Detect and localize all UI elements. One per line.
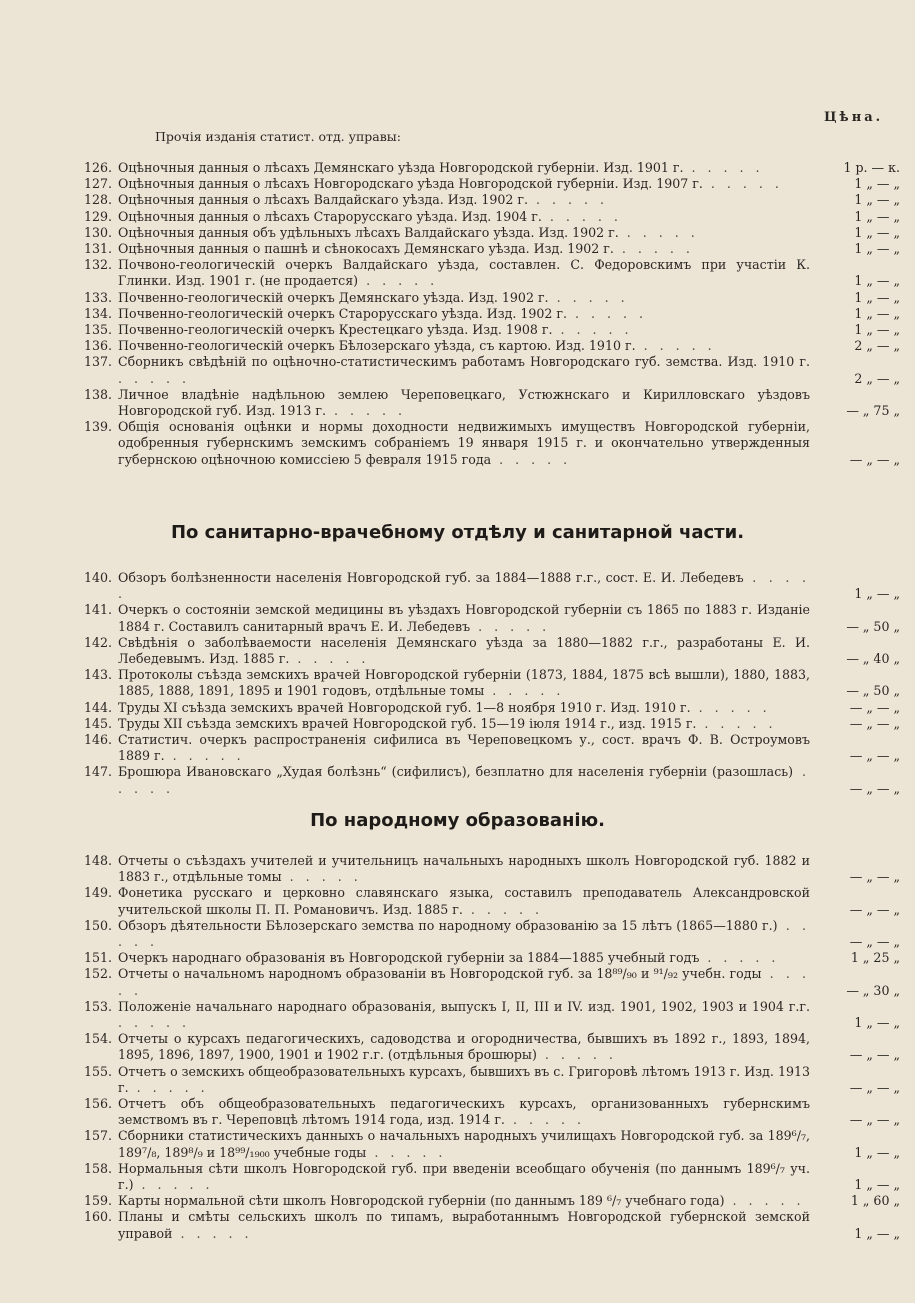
- entry-price: 2 „ — „: [854, 370, 900, 386]
- entry-title: [118, 950, 810, 966]
- leader-dots: . . . . .: [118, 1015, 191, 1031]
- publication-entry: [70, 419, 900, 468]
- entry-title: [118, 225, 810, 241]
- entry-price: 1 „ — „: [854, 1177, 900, 1193]
- entry-text: Статистич. очеркъ распространенія сифилиса въ Череповецкомъ у., сост. врачъ Ф. В. Остроумовъ 1889 г.: [118, 732, 810, 764]
- entry-number: 127.: [83, 176, 112, 192]
- entry-number: 143.: [83, 667, 112, 683]
- entry-price: 1 „ 25 „: [850, 950, 900, 966]
- entry-title: [118, 1031, 810, 1063]
- entry-price: — „ — „: [849, 780, 900, 796]
- entry-text: Обзоръ дѣятельности Бѣлозерскаго земства по народному образованію за 15 лѣтъ (1865—1880 г.): [118, 917, 778, 933]
- entry-number: 146.: [83, 732, 112, 748]
- entry-number: 134.: [83, 305, 112, 321]
- price-column-header: Цѣна.: [824, 110, 884, 125]
- publication-entry: [70, 950, 900, 966]
- entry-number: 153.: [83, 998, 112, 1014]
- entry-title: [118, 322, 810, 338]
- entry-price: 1 „ — „: [854, 208, 900, 224]
- entry-title: [118, 1096, 810, 1128]
- publication-entry: [70, 1064, 900, 1096]
- entry-price: 1 р. — к.: [843, 160, 900, 175]
- entry-number: 131.: [83, 241, 112, 257]
- leader-dots: . . . . .: [618, 224, 699, 240]
- entry-text: Оцѣночныя данныя о лѣсахъ Старорусскаго уѣзда. Изд. 1904 г.: [118, 208, 542, 224]
- publication-entry: [70, 354, 900, 386]
- publication-entry: [70, 999, 900, 1031]
- entry-text: Оцѣночныя данныя о лѣсахъ Валдайскаго уѣзда. Изд. 1902 г.: [118, 192, 529, 208]
- entry-number: 147.: [83, 764, 112, 780]
- leader-dots: . . . . .: [133, 1177, 214, 1193]
- entry-title: [118, 885, 810, 917]
- entry-text: Почвенно-геологическій очеркъ Крестецкаго уѣзда. Изд. 1908 г.: [118, 322, 553, 338]
- entry-price: 1 „ — „: [854, 176, 900, 192]
- publication-entry: [70, 732, 900, 764]
- publication-entry: [70, 853, 900, 885]
- statistical-publications-list: [70, 160, 900, 468]
- leader-dots: . . . . .: [289, 651, 370, 667]
- entry-title: [118, 700, 810, 716]
- entry-price: 1 „ — „: [854, 1225, 900, 1241]
- entry-price: — „ — „: [849, 1079, 900, 1095]
- publication-entry: [70, 1209, 900, 1241]
- entry-price: — „ 50 „: [846, 683, 900, 699]
- entry-text: Оцѣночныя данныя о лѣсахъ Демянскаго уѣзда Новгородской губерніи. Изд. 1901 г.: [118, 160, 684, 175]
- entry-title: [118, 570, 810, 602]
- entry-number: 138.: [83, 386, 112, 402]
- entry-price: 1 „ — „: [854, 192, 900, 208]
- entry-title: [118, 387, 810, 419]
- leader-dots: . . . . .: [358, 273, 439, 289]
- section-subtitle: Прочія изданія статист. отд. управы:: [155, 129, 401, 144]
- leader-dots: . . . . .: [128, 1079, 209, 1095]
- entry-title: [118, 338, 810, 354]
- publication-entry: [70, 306, 900, 322]
- leader-dots: . . . . .: [548, 289, 629, 305]
- leader-dots: . . . . .: [491, 451, 572, 467]
- publication-entry: [70, 700, 900, 716]
- publication-entry: [70, 176, 900, 192]
- entry-title: [118, 1209, 810, 1241]
- entry-price: — „ — „: [849, 934, 900, 950]
- leader-dots: . . . . .: [118, 764, 810, 796]
- entry-number: 141.: [83, 602, 112, 618]
- entry-price: — „ 50 „: [846, 618, 900, 634]
- entry-number: 156.: [83, 1096, 112, 1112]
- entry-number: 157.: [83, 1128, 112, 1144]
- entry-number: 140.: [83, 570, 112, 585]
- entry-text: Фонетика русскаго и церковно славянскаго языка, составилъ преподаватель Александровской учительской школы П. П. Романовичъ. Изд. 1885 г.: [118, 885, 810, 917]
- publication-entry: [70, 387, 900, 419]
- entry-number: 149.: [83, 885, 112, 901]
- leader-dots: . . . . .: [702, 176, 783, 192]
- entry-text: Очеркъ о состояніи земской медицины въ уѣздахъ Новгородской губерніи съ 1865 по 1883 г. Изданіе 1884 г. Составилъ санитарный врачъ Е. И. Лебедевъ: [118, 602, 810, 634]
- entry-text: Очеркъ народнаго образованія въ Новгородской губерніи за 1884—1885 учебный годъ: [118, 950, 700, 966]
- publication-entry: [70, 667, 900, 699]
- leader-dots: . . . . .: [690, 699, 771, 715]
- entry-title: [118, 1193, 810, 1209]
- entry-price: 1 „ — „: [854, 586, 900, 602]
- leader-dots: . . . . .: [484, 683, 565, 699]
- entry-title: [118, 853, 810, 885]
- entry-number: 142.: [83, 634, 112, 650]
- entry-number: 130.: [83, 224, 112, 240]
- entry-title: [118, 1161, 810, 1193]
- leader-dots: . . . . .: [281, 869, 362, 885]
- entry-price: 1 „ — „: [854, 289, 900, 305]
- entry-title: [118, 306, 810, 322]
- entry-text: Почвенно-геологическій очеркъ Старорусскаго уѣзда. Изд. 1902 г.: [118, 305, 568, 321]
- entry-title: [118, 732, 810, 764]
- leader-dots: . . . . .: [567, 305, 648, 321]
- entry-text: Личное владѣніе надѣльною землею Череповецкаго, Устюжнскаго и Кирилловскаго уѣздовъ Новгородской губ. Изд. 1913 г.: [118, 386, 810, 419]
- entry-text: Отчетъ объ общеобразовательныхъ педагогическихъ курсахъ, организованныхъ губернскимъ земствомъ въ г. Череповцѣ лѣтомъ 1914 года, изд. 1914 г.: [118, 1096, 810, 1128]
- publication-entry: [70, 209, 900, 225]
- entry-text: Почвенно-геологическій очеркъ Бѣлозерскаго уѣзда, съ картою. Изд. 1910 г.: [118, 338, 636, 354]
- leader-dots: . . . . .: [118, 966, 810, 998]
- publication-entry: [70, 160, 900, 176]
- publication-entry: [70, 1096, 900, 1128]
- entry-number: 152.: [83, 966, 112, 982]
- entry-price: — „ — „: [849, 451, 900, 467]
- entry-text: Протоколы съѣзда земскихъ врачей Новгородской губерніи (1873, 1884, 1875 всѣ вышли), 1880, 1883, 1885, 1888, 1891, 1895 и 1901 годовъ, отдѣльные томы: [118, 667, 810, 699]
- entry-title: [118, 667, 810, 699]
- entry-price: — „ 30 „: [846, 982, 900, 998]
- leader-dots: . . . . .: [118, 570, 810, 602]
- entry-title: [118, 635, 810, 667]
- leader-dots: . . . . .: [118, 917, 810, 950]
- publication-entry: [70, 716, 900, 732]
- entry-number: 150.: [83, 917, 112, 933]
- entry-number: 132.: [83, 257, 112, 273]
- leader-dots: . . . . .: [552, 322, 633, 338]
- entry-price: — „ 75 „: [846, 403, 900, 419]
- entry-title: [118, 290, 810, 306]
- publication-entry: [70, 257, 900, 289]
- publication-entry: [70, 338, 900, 354]
- entry-title: [118, 160, 810, 176]
- entry-price: — „ 40 „: [846, 651, 900, 667]
- entry-number: 144.: [83, 699, 112, 715]
- entry-price: 1 „ — „: [854, 224, 900, 240]
- sanitary-publications-list: [70, 570, 900, 797]
- leader-dots: . . . . .: [504, 1112, 585, 1128]
- publication-entry: [70, 1128, 900, 1160]
- entry-title: [118, 209, 810, 225]
- entry-title: [118, 764, 810, 796]
- entry-title: [118, 716, 810, 732]
- entry-text: Отчеты о съѣздахъ учителей и учительницъ начальныхъ народныхъ школъ Новгородской губ. 1882 и 1883 г., отдѣльные томы: [118, 853, 810, 885]
- entry-number: 135.: [83, 322, 112, 338]
- entry-title: [118, 999, 810, 1031]
- sanitary-section-title: По санитарно-врачебному отдѣлу и санитарной части.: [170, 522, 745, 543]
- leader-dots: . . . . .: [528, 192, 609, 208]
- entry-text: Труды XII съѣзда земскихъ врачей Новгородской губ. 15—19 іюля 1914 г., изд. 1915 г.: [118, 715, 697, 731]
- entry-price: 1 „ — „: [854, 305, 900, 321]
- entry-text: Сборникъ свѣдѣній по оцѣночно-статистическимъ работамъ Новгородскаго губ. земства. Изд. 1910 г.: [118, 354, 810, 370]
- publication-entry: [70, 1031, 900, 1063]
- leader-dots: . . . . .: [696, 715, 777, 731]
- publication-entry: [70, 225, 900, 241]
- entry-number: 133.: [83, 289, 112, 305]
- leader-dots: . . . . .: [164, 748, 245, 764]
- entry-number: 155.: [83, 1063, 112, 1079]
- publication-entry: [70, 1193, 900, 1209]
- entry-title: [118, 192, 810, 208]
- entry-number: 128.: [83, 192, 112, 208]
- entry-number: 139.: [83, 419, 112, 435]
- leader-dots: . . . . .: [172, 1225, 253, 1241]
- publication-entry: [70, 192, 900, 208]
- leader-dots: . . . . .: [462, 901, 543, 917]
- entry-text: Планы и смѣты сельскихъ школъ по типамъ, выработаннымъ Новгородской губернской земской управой: [118, 1209, 810, 1241]
- entry-number: 158.: [83, 1160, 112, 1176]
- entry-number: 137.: [83, 354, 112, 370]
- publication-entry: [70, 885, 900, 917]
- entry-text: Карты нормальной сѣти школъ Новгородской губерніи (по даннымъ 189 ⁶/₇ учебнаго года): [118, 1193, 725, 1209]
- entry-title: [118, 257, 810, 289]
- entry-number: 154.: [83, 1031, 112, 1047]
- entry-text: Отчетъ о земскихъ общеобразовательныхъ курсахъ, бывшихъ въ с. Григоровѣ лѣтомъ 1913 г. Изд. 1913 г.: [118, 1063, 810, 1095]
- entry-text: Отчеты о курсахъ педагогическихъ, садоводства и огородничества, бывшихъ въ 1892 г., 1893, 1894, 1895, 1896, 1897, 1900, 1901 и 1902 г.г. (отдѣльныя брошюры): [118, 1031, 810, 1063]
- entry-price: — „ — „: [849, 715, 900, 731]
- education-publications-list: [70, 853, 900, 1242]
- leader-dots: . . . . .: [118, 370, 191, 386]
- entry-title: [118, 1064, 810, 1096]
- entry-text: Обзоръ болѣзненности населенія Новгородской губ. за 1884—1888 г.г., сост. Е. И. Лебедевъ: [118, 570, 744, 585]
- entry-text: Нормальныя сѣти школъ Новгородской губ. при введеніи всеобщаго обученія (по даннымъ 189⁶/₇ уч. г.): [118, 1160, 810, 1193]
- publication-entry: [70, 966, 900, 998]
- publication-entry: [70, 241, 900, 257]
- entry-text: Общія основанія оцѣнки и нормы доходности недвижимыхъ имуществъ Новгородской губерніи, одобренныя губернскимъ земскимъ собраніемъ 19 января 1915 г. и окончательно утвержденныя губернскою оцѣночною комиссіею 5 февраля 1915 года: [118, 419, 810, 467]
- entry-text: Оцѣночныя данныя о пашнѣ и сѣнокосахъ Демянскаго уѣзда. Изд. 1902 г.: [118, 241, 614, 257]
- entry-text: Отчеты о начальномъ народномъ образованіи въ Новгородской губ. за 18⁸⁹/₉₀ и ⁹¹/₉₂ учебн. годы: [118, 966, 762, 982]
- publication-entry: [70, 602, 900, 634]
- publication-entry: [70, 290, 900, 306]
- entry-number: 159.: [83, 1193, 112, 1209]
- publication-entry: [70, 635, 900, 667]
- entry-title: [118, 176, 810, 192]
- entry-price: — „ — „: [849, 869, 900, 885]
- entry-text: Оцѣночныя данныя объ удѣльныхъ лѣсахъ Валдайскаго уѣзда. Изд. 1902 г.: [118, 224, 619, 240]
- entry-price: 1 „ — „: [854, 1015, 900, 1031]
- entry-number: 136.: [83, 338, 112, 354]
- entry-number: 145.: [83, 715, 112, 731]
- entry-price: 1 „ — „: [854, 241, 900, 257]
- entry-price: — „ — „: [849, 699, 900, 715]
- leader-dots: . . . . .: [724, 1193, 805, 1209]
- entry-title: [118, 241, 810, 257]
- entry-text: Положеніе начальнаго народнаго образованія, выпускъ I, II, III и IV. изд. 1901, 1902, 1903 и 1904 г.г.: [118, 998, 810, 1014]
- leader-dots: . . . . .: [683, 160, 764, 175]
- publication-entry: [70, 1161, 900, 1193]
- leader-dots: . . . . .: [326, 403, 407, 419]
- entry-price: 1 „ — „: [854, 1144, 900, 1160]
- entry-price: 2 „ — „: [854, 338, 900, 354]
- entry-title: [118, 966, 810, 998]
- education-section-title: По народному образованію.: [310, 810, 605, 831]
- entry-price: — „ — „: [849, 1047, 900, 1063]
- leader-dots: . . . . .: [635, 338, 716, 354]
- entry-text: Труды XI съѣзда земскихъ врачей Новгородской губ. 1—8 ноября 1910 г. Изд. 1910 г.: [118, 699, 691, 715]
- entry-price: 1 „ 60 „: [850, 1193, 900, 1209]
- entry-title: [118, 1128, 810, 1160]
- entry-price: — „ — „: [849, 748, 900, 764]
- entry-text: Почвоно-геологическій очеркъ Валдайскаго уѣзда, составлен. С. Федоровскимъ при участіи К. Глинки. Изд. 1901 г. (не продается): [118, 257, 810, 289]
- entry-price: — „ — „: [849, 901, 900, 917]
- entry-number: 151.: [83, 950, 112, 966]
- entry-title: [118, 918, 810, 950]
- entry-price: — „ — „: [849, 1112, 900, 1128]
- entry-title: [118, 354, 810, 386]
- entry-price: 1 „ — „: [854, 322, 900, 338]
- entry-number: 126.: [83, 160, 112, 175]
- publication-entry: [70, 322, 900, 338]
- entry-number: 160.: [83, 1209, 112, 1225]
- entry-price: 1 „ — „: [854, 273, 900, 289]
- entry-text: Оцѣночныя данныя о лѣсахъ Новгородскаго уѣзда Новгородской губерніи. Изд. 1907 г.: [118, 176, 703, 192]
- publication-entry: [70, 570, 900, 602]
- leader-dots: . . . . .: [536, 1047, 617, 1063]
- entry-text: Сборники статистическихъ данныхъ о начальныхъ народныхъ училищахъ Новгородской губ. за 189⁶/₇, 189⁷/₈, 189⁸/₉ и 18⁹⁹/₁₉₀₀ учебные годы: [118, 1128, 810, 1160]
- entry-title: [118, 602, 810, 634]
- entry-text: Почвенно-геологическій очеркъ Демянскаго уѣзда. Изд. 1902 г.: [118, 289, 549, 305]
- entry-number: 129.: [83, 208, 112, 224]
- entry-number: 148.: [83, 853, 112, 868]
- entry-text: Брошюра Ивановскаго „Худая болѣзнь“ (сифилисъ), безплатно для населенія губерніи (разошлась): [118, 764, 794, 780]
- entry-title: [118, 419, 810, 468]
- publication-entry: [70, 764, 900, 796]
- leader-dots: . . . . .: [470, 618, 551, 634]
- leader-dots: . . . . .: [613, 241, 694, 257]
- entry-text: Свѣдѣнія о заболѣваемости населенія Демянскаго уѣзда за 1880—1882 г.г., разработаны Е. И. Лебедевымъ. Изд. 1885 г.: [118, 634, 810, 667]
- leader-dots: . . . . .: [699, 950, 780, 966]
- publication-entry: [70, 918, 900, 950]
- leader-dots: . . . . .: [366, 1144, 447, 1160]
- leader-dots: . . . . .: [541, 208, 622, 224]
